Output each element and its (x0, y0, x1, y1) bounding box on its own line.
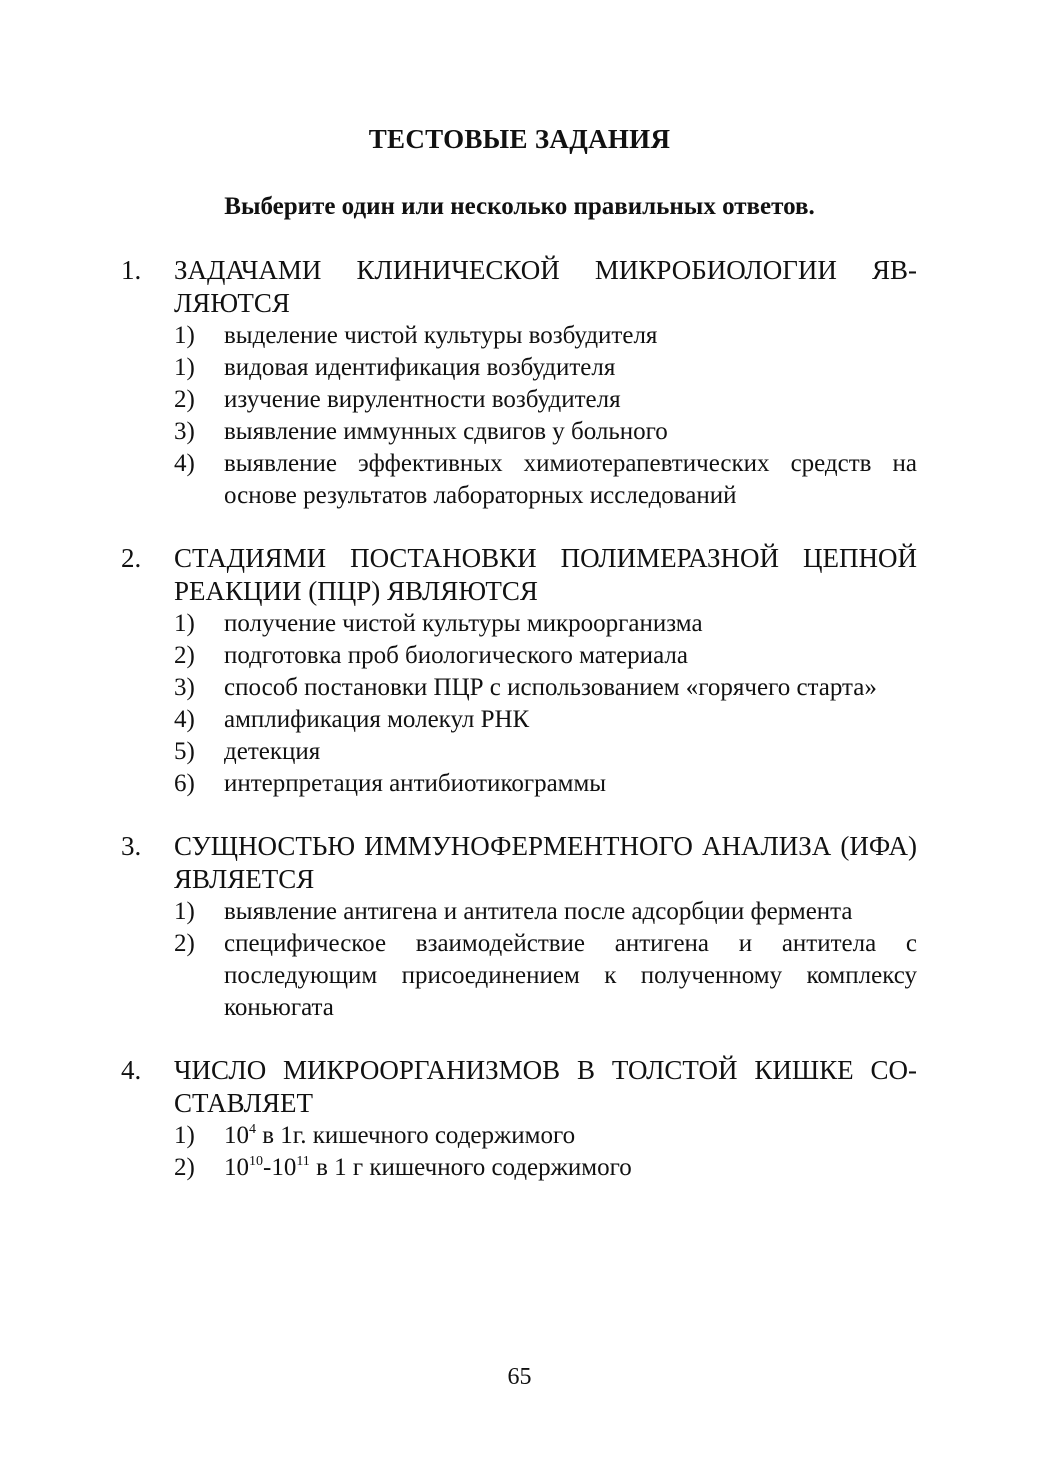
page-number: 65 (507, 1364, 532, 1390)
answer-number: 3) (174, 674, 195, 701)
question-number: 1. (121, 255, 142, 285)
question-3 (121, 830, 917, 1024)
answer-number: 1) (174, 610, 195, 637)
answer-option (174, 352, 917, 384)
question-text: ЧИСЛО МИКРООРГАНИЗМОВ В ТОЛСТОЙ КИШКЕ СОСТАВЛЯЕТ (174, 1055, 917, 1118)
answer-text: амплификация молекул РНК (224, 706, 530, 733)
answer-number: 5) (174, 738, 195, 765)
question-text: СТАДИЯМИ ПОСТАНОВКИ ПОЛИМЕРАЗНОЙ ЦЕПНОЙ РЕАКЦИИ (ПЦР) ЯВЛЯЮТСЯ (174, 543, 917, 606)
answer-option (174, 768, 917, 800)
exponent: 11 (296, 1154, 310, 1169)
answer-option (174, 416, 917, 448)
answer-text-rest: в 1 г кишечного содержимого (309, 1154, 632, 1181)
answer-list (174, 608, 917, 800)
answer-number: 6) (174, 770, 195, 797)
answer-text: выявление антигена и антитела после адсорбции фермента (224, 898, 853, 925)
answer-option (174, 928, 917, 1024)
exponent: 4 (249, 1122, 256, 1137)
answer-list (174, 1120, 917, 1184)
exponent-base: 10 (224, 1154, 249, 1181)
answer-text: изучение вирулентности возбудителя (224, 386, 621, 413)
answer-text: подготовка проб биологического материала (224, 642, 688, 669)
answer-number: 2) (174, 386, 195, 413)
exponent: 10 (249, 1154, 263, 1169)
question-text: ЗАДАЧАМИ КЛИНИЧЕСКОЙ МИКРОБИОЛОГИИ ЯВЛЯЮТСЯ (174, 255, 917, 318)
answer-text: выделение чистой культуры возбудителя (224, 322, 658, 349)
answer-text: выявление эффективных химиотерапевтических средств на основе результатов лабораторных исследований (224, 450, 917, 509)
question-number: 3. (121, 831, 142, 861)
answer-number: 1) (174, 322, 195, 349)
question-2 (121, 542, 917, 800)
answer-number: 1) (174, 1122, 195, 1149)
question-1 (121, 254, 917, 512)
question-list (121, 254, 917, 1214)
answer-option (174, 320, 917, 352)
page-title: ТЕСТОВЫЕ ЗАДАНИЯ (368, 124, 671, 154)
answer-text: интерпретация антибиотикограммы (224, 770, 607, 797)
answer-number: 2) (174, 930, 195, 957)
answer-text (224, 1152, 917, 1184)
answer-text: способ постановки ПЦР с использованием «горячего старта» (224, 674, 877, 701)
answer-text: специфическое взаимодействие антигена и антитела с последующим присоединением к полученному комплексу коньюгата (224, 930, 917, 1021)
answer-option (174, 704, 917, 736)
answer-text: выявление иммунных сдвигов у больного (224, 418, 668, 445)
answer-option (174, 448, 917, 512)
answer-option (174, 608, 917, 640)
answer-number: 2) (174, 1154, 195, 1181)
answer-option (174, 640, 917, 672)
answer-list (174, 320, 917, 512)
answer-text: детекция (224, 738, 321, 765)
instruction-text: Выберите один или несколько правильных ответов. (224, 193, 815, 220)
question-number: 2. (121, 543, 142, 573)
question-number: 4. (121, 1055, 142, 1085)
answer-number: 4) (174, 706, 195, 733)
answer-option (174, 1152, 917, 1184)
answer-list (174, 896, 917, 1024)
question-text: СУЩНОСТЬЮ ИММУНОФЕРМЕНТНОГО АНАЛИЗА (ИФА) ЯВЛЯЕТСЯ (174, 831, 917, 894)
answer-text: получение чистой культуры микроорганизма (224, 610, 703, 637)
answer-option (174, 896, 917, 928)
range-separator: -10 (263, 1154, 297, 1181)
answer-option (174, 1120, 917, 1152)
answer-text: видовая идентификация возбудителя (224, 354, 616, 381)
exponent-base: 10 (224, 1122, 249, 1149)
answer-number: 4) (174, 450, 195, 477)
answer-number: 1) (174, 898, 195, 925)
answer-number: 1) (174, 354, 195, 381)
question-4 (121, 1054, 917, 1184)
answer-number: 3) (174, 418, 195, 445)
answer-text (224, 1120, 917, 1152)
answer-text-rest: в 1г. кишечного содержимого (256, 1122, 576, 1149)
answer-number: 2) (174, 642, 195, 669)
answer-option (174, 736, 917, 768)
answer-option (174, 672, 917, 704)
answer-option (174, 384, 917, 416)
